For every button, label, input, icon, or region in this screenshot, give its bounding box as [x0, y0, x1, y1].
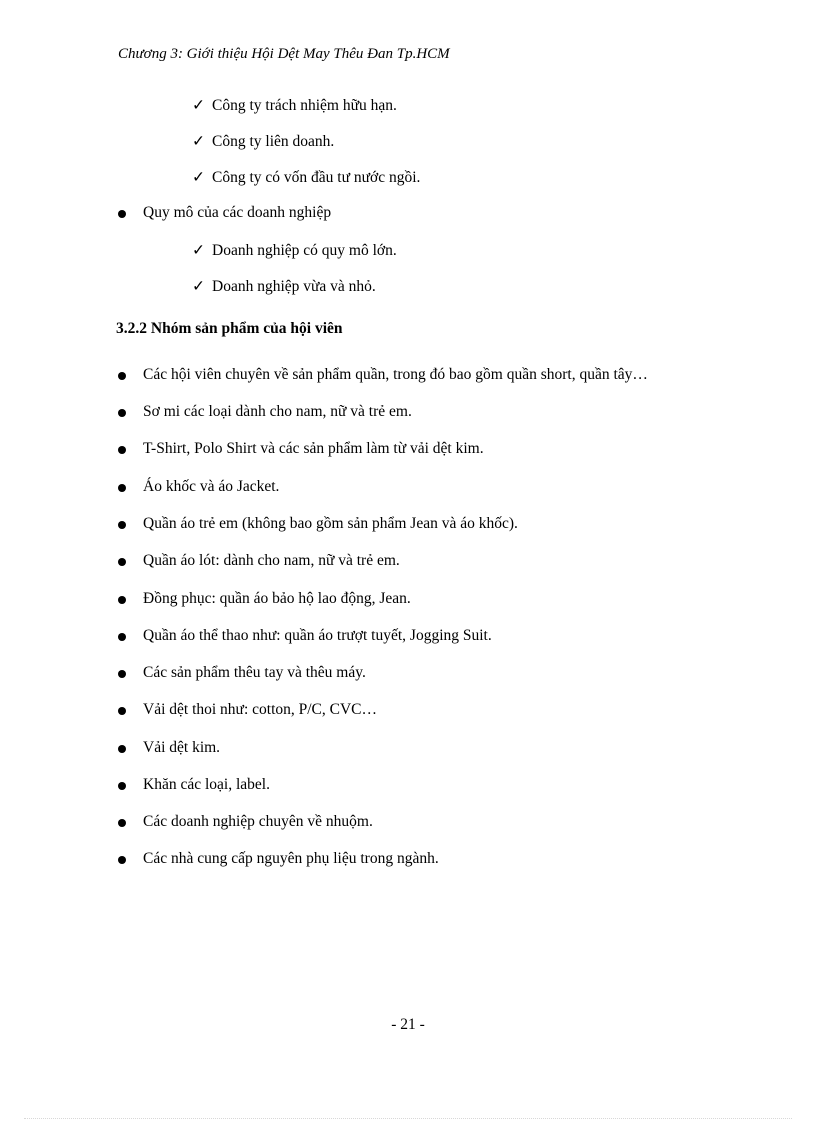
bullet-icon — [118, 521, 126, 529]
check-item: ✓ Công ty liên doanh. — [192, 133, 335, 150]
bullet-icon — [118, 210, 126, 218]
bullet-icon — [118, 670, 126, 678]
list-item: Áo khốc và áo Jacket. — [143, 478, 280, 495]
checkmark-icon: ✓ — [192, 278, 205, 295]
list-item: Các nhà cung cấp nguyên phụ liệu trong ngành. — [143, 850, 439, 867]
list-item: Các hội viên chuyên về sản phẩm quần, trong đó bao gồm quần short, quần tây… — [143, 366, 648, 383]
bullet-icon — [118, 856, 126, 864]
list-item: Đồng phục: quần áo bảo hộ lao động, Jean. — [143, 590, 411, 607]
list-item: Quần áo thể thao như: quần áo trượt tuyết, Jogging Suit. — [143, 627, 492, 644]
list-item: Các sản phẩm thêu tay và thêu máy. — [143, 664, 366, 681]
bullet-icon — [118, 446, 126, 454]
bullet-item: Quy mô của các doanh nghiệp — [143, 204, 332, 221]
section-heading: 3.2.2 Nhóm sản phẩm của hội viên — [116, 320, 343, 337]
bullet-icon — [118, 707, 126, 715]
list-item: Quần áo lót: dành cho nam, nữ và trẻ em. — [143, 552, 400, 569]
list-item: Sơ mi các loại dành cho nam, nữ và trẻ em. — [143, 403, 412, 420]
check-item: ✓ Doanh nghiệp có quy mô lớn. — [192, 242, 397, 259]
list-item: Khăn các loại, label. — [143, 776, 270, 793]
bullet-icon — [118, 633, 126, 641]
check-item: ✓ Công ty có vốn đầu tư nước ngồi. — [192, 169, 421, 186]
bullet-icon — [118, 409, 126, 417]
page-number: - 21 - — [391, 1016, 425, 1033]
page-bottom-divider — [24, 1118, 792, 1119]
list-item: T-Shirt, Polo Shirt và các sản phẩm làm từ vải dệt kim. — [143, 440, 484, 457]
checkmark-icon: ✓ — [192, 242, 205, 259]
page-header: Chương 3: Giới thiệu Hội Dệt May Thêu Đan Tp.HCM — [118, 46, 450, 62]
check-item: ✓ Doanh nghiệp vừa và nhỏ. — [192, 278, 376, 295]
checkmark-icon: ✓ — [192, 97, 205, 114]
list-item: Vải dệt kim. — [143, 739, 221, 756]
list-item: Các doanh nghiệp chuyên về nhuộm. — [143, 813, 373, 830]
bullet-icon — [118, 596, 126, 604]
bullet-icon — [118, 819, 126, 827]
check-item: ✓ Công ty trách nhiệm hữu hạn. — [192, 97, 397, 114]
checkmark-icon: ✓ — [192, 169, 205, 186]
bullet-icon — [118, 558, 126, 566]
bullet-icon — [118, 372, 126, 380]
bullet-icon — [118, 745, 126, 753]
list-item: Quần áo trẻ em (không bao gồm sản phẩm Jean và áo khốc). — [143, 515, 518, 532]
bullet-icon — [118, 782, 126, 790]
bullet-icon — [118, 484, 126, 492]
checkmark-icon: ✓ — [192, 133, 205, 150]
list-item: Vải dệt thoi như: cotton, P/C, CVC… — [143, 701, 378, 718]
